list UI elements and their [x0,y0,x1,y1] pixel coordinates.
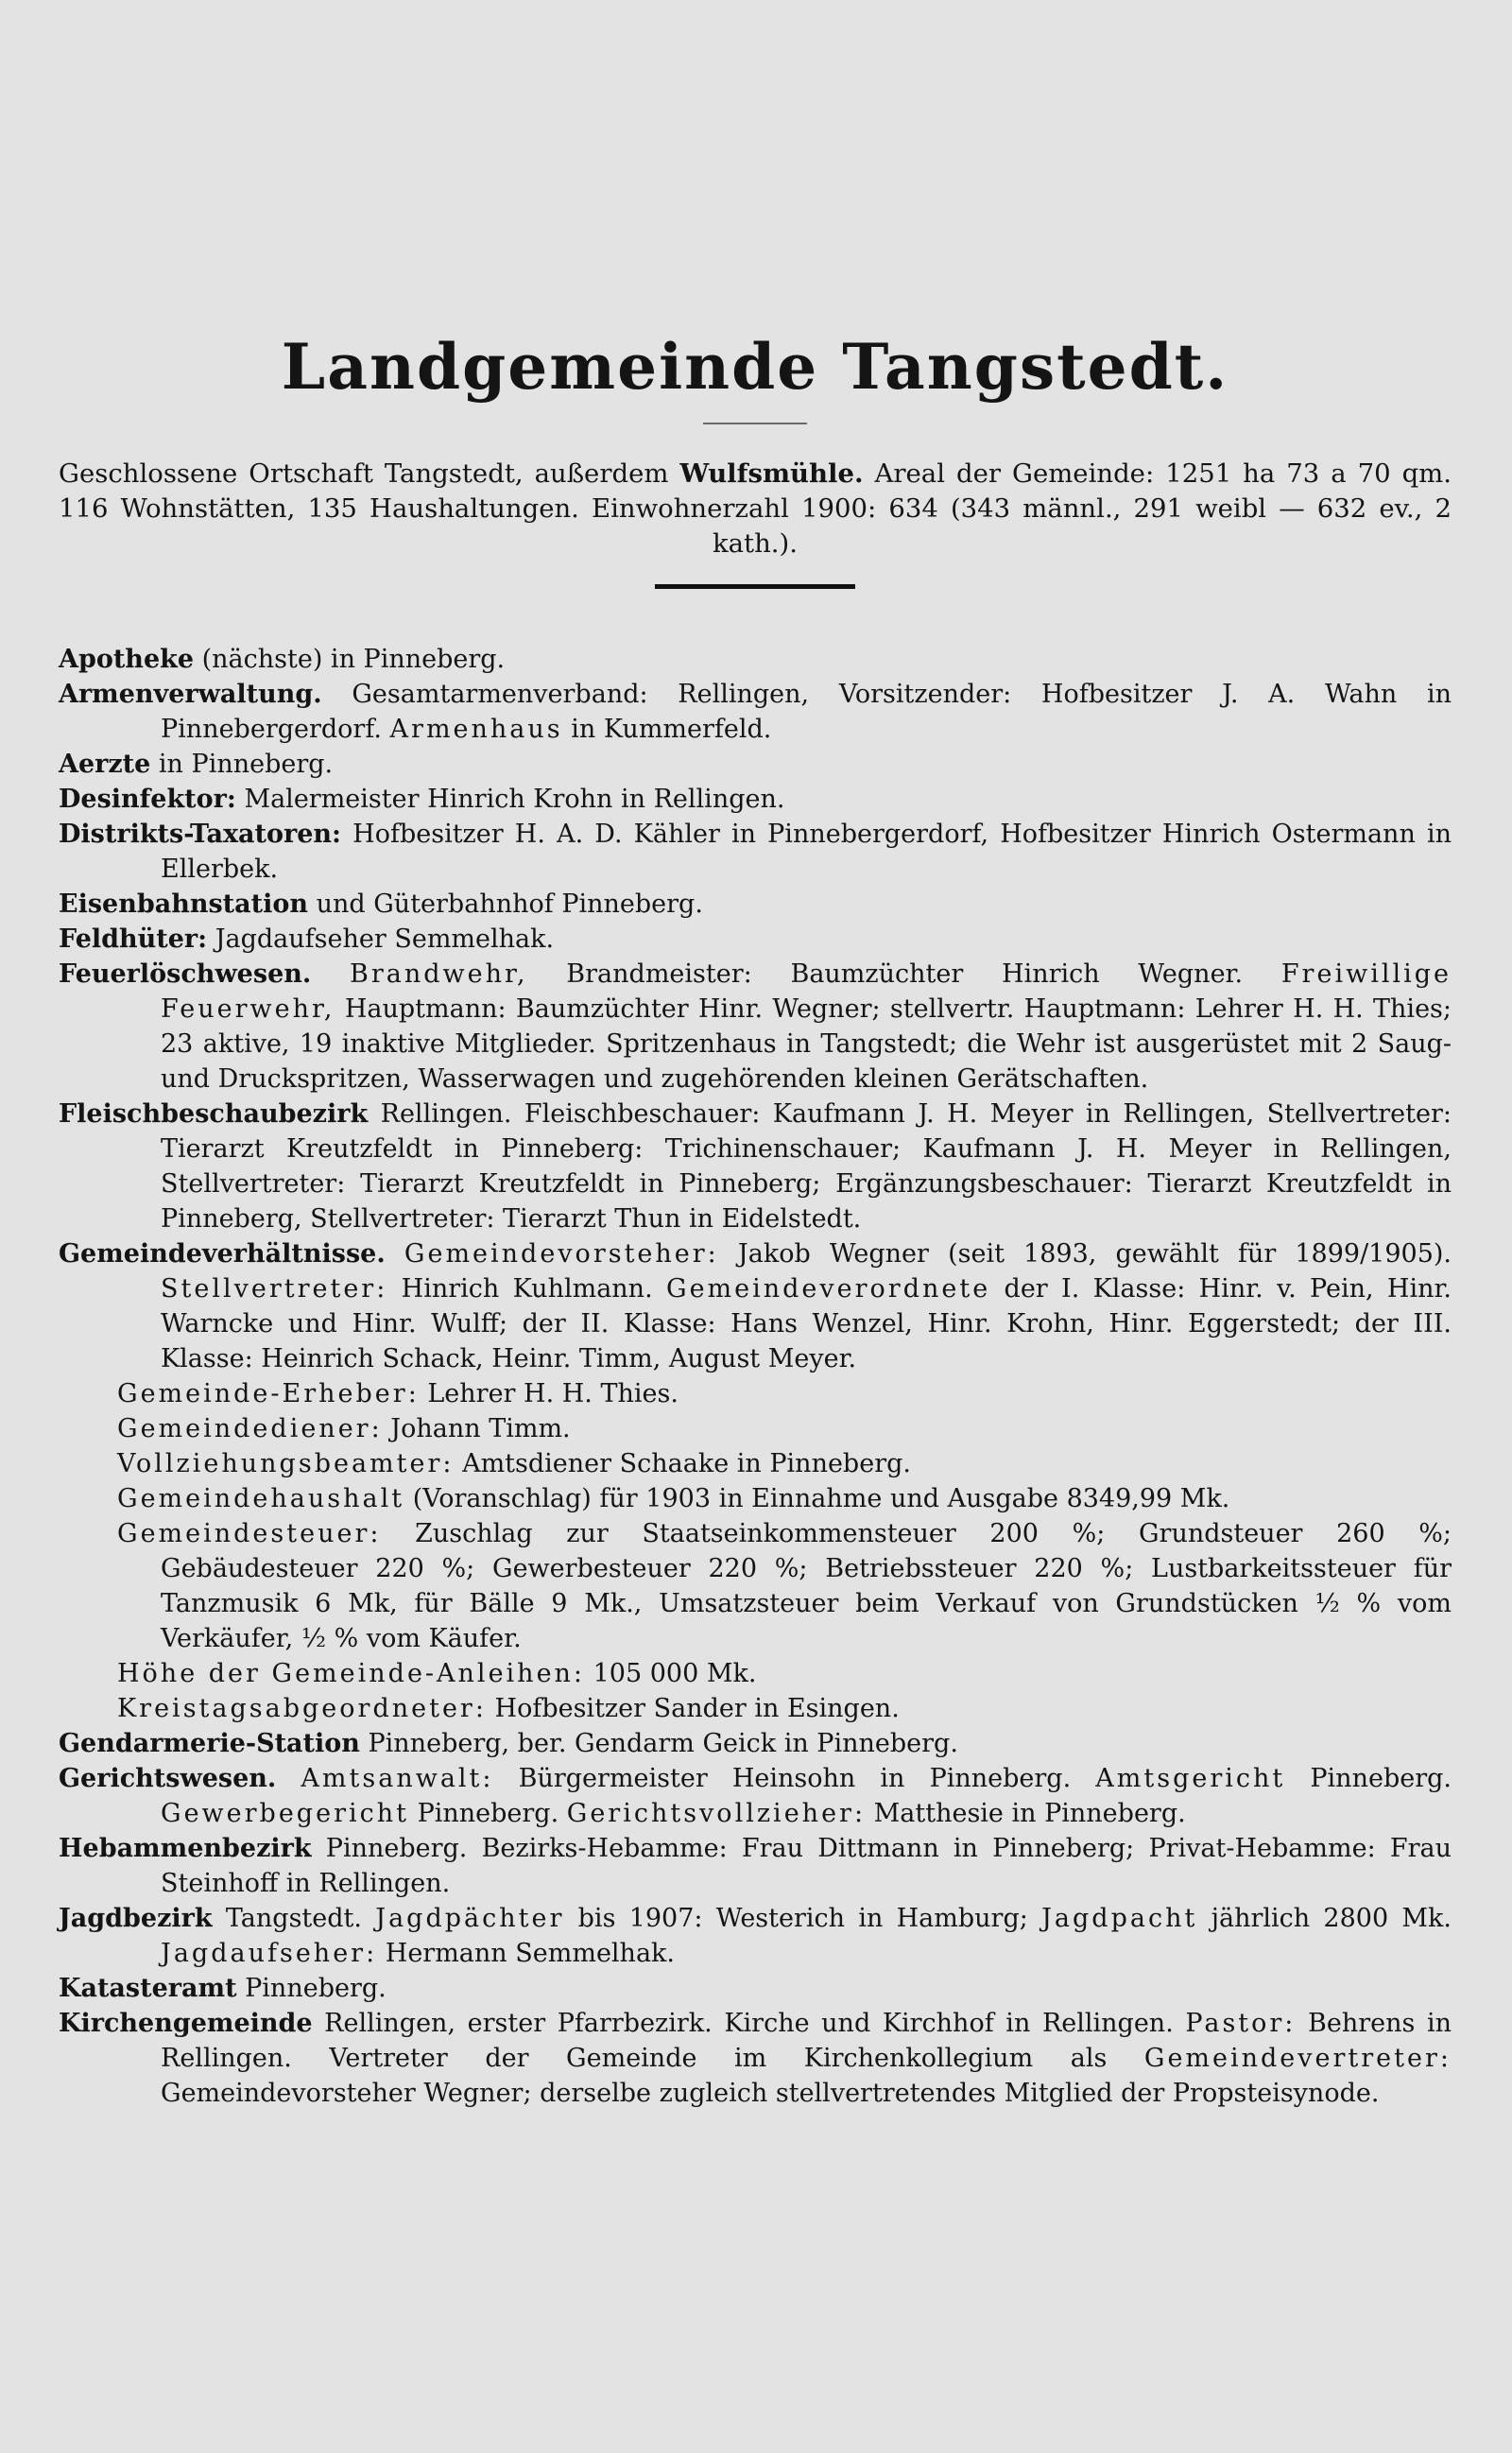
page-text [59,330,1452,2111]
entry-heading: Apotheke [59,644,195,674]
entry-text: Hermann Semmelhak. [377,1938,675,1968]
subentry-anleihen [59,1656,1452,1691]
entry-text: Hofbesitzer H. A. D. Kähler in Pinnebergerdorf, Hofbesitzer Hinrich Ostermann in Ellerbek. [161,819,1452,884]
entry-text: und Güterbahnhof Pinneberg. [308,889,703,919]
entry-text: jährlich 2800 Mk. [1197,1903,1452,1933]
entry-text: Johann Timm. [382,1413,571,1443]
entry-kirchengemeinde [59,2006,1452,2111]
entry-text: Tangstedt. [212,1903,376,1933]
entry-text: 105 000 Mk. [585,1658,757,1688]
entry-text: Jagdaufseher Semmelhak. [207,924,555,954]
entry-text: in Pinneberg. [150,749,334,779]
page-title: Landgemeinde Tangstedt. [281,330,1229,404]
entry-heading: Feuerlöschwesen. [59,959,312,989]
entry-heading: Fleischbeschaubezirk [59,1098,369,1129]
entry-gerichtswesen [59,1761,1452,1831]
entry-text: bis 1907: Westerich in Hamburg; [564,1903,1042,1933]
entry-text: der I. Klasse: Hinr. v. Pein, Hinr. Warncke und Hinr. Wulff; der II. Klasse: Hans Wenzel, Hinr. Krohn, Hinr. Eggerstedt; der III. Klasse: Heinrich Schack, Heinr. Timm, August Meyer. [161,1273,1452,1373]
entry-heading: Gendarmerie-Station [59,1728,360,1758]
entry-text: Zuschlag zur Staatseinkommensteuer 200 %; Grundsteuer 260 %; Gebäudesteuer 220 %; Gewerbesteuer 220 %; Betriebssteuer 220 %; Lustbarkeitssteuer für Tanzmusik 6 Mk, für Bälle 9 Mk., Umsatzsteuer beim Verkauf von Grundstücken ½ % vom Verkäufer, ½ % vom Käufer. [161,1518,1452,1653]
entry-aerzte [59,747,1452,782]
subentry-kreistag [59,1691,1452,1726]
entry-spaced-term: Pastor: [1185,2008,1297,2038]
entry-text: Pinneberg, ber. Gendarm Geick in Pinneberg. [359,1728,958,1758]
entry-heading: Katasteramt [59,1973,237,2003]
entry-spaced-term: Freiwillige Feuerwehr, [161,959,1452,1024]
entry-text: (Voranschlag) für 1903 in Einnahme und Ausgabe 8349,99 Mk. [404,1483,1230,1513]
entry-spaced-term: Gemeindesteuer: [117,1518,382,1548]
entry-apotheke [59,642,1452,677]
entry-spaced-term: Jagdpacht [1041,1903,1198,1933]
entry-text: Rellingen, erster Pfarrbezirk. Kirche und Kirchhof in Rellingen. [312,2008,1186,2038]
entry-spaced-term: Brandwehr, [350,959,528,989]
entry-text: Gemeindevorsteher Wegner; derselbe zugleich stellvertretendes Mitglied der Propsteisynode. [161,2078,1380,2108]
entry-spaced-term: Kreistagsabgeordneter: [117,1693,487,1723]
entry-text: in Kummerfeld. [562,714,772,744]
entry-heading: Desinfektor: [59,784,236,814]
entry-text: Hinrich Kuhlmann. [387,1273,666,1304]
entry-spaced-term: Gemeinde-Erheber: [117,1378,420,1408]
entry-spaced-term: Gemeindevertreter: [1143,2043,1452,2073]
entry-text: Jakob Wegner (seit 1893, gewählt für 1899/1905). [718,1238,1452,1269]
entry-katasteramt [59,1971,1452,2006]
entry-heading: Hebammenbezirk [59,1833,312,1863]
entry-jagdbezirk [59,1901,1452,1971]
entry-heading: Aerzte [59,749,151,779]
subentry-steuer [59,1516,1452,1656]
entry-feuerloeschwesen [59,957,1452,1097]
entry-heading: Eisenbahnstation [59,889,309,919]
entry-distrikts-taxatoren [59,817,1452,887]
entry-text: Pinneberg. [1285,1763,1452,1793]
entry-spaced-term: Gemeindehaushalt [117,1483,405,1513]
entry-spaced-term: Amtsanwalt: [301,1763,494,1793]
entry-text: Lehrer H. H. Thies. [419,1378,679,1408]
intro-paragraph [59,457,1452,561]
entry-heading: Feldhüter: [59,924,208,954]
entry-spaced-term: Stellvertreter: [161,1273,388,1304]
entry-heading: Jagdbezirk [59,1903,213,1933]
entry-spaced-term: Armenhaus [389,714,563,744]
entry-text: Matthesie in Pinneberg. [866,1798,1186,1828]
entry-gemeindeverhaeltnisse [59,1236,1452,1376]
entry-spaced-term: Amtsgericht [1095,1763,1286,1793]
entry-spaced-term: Gerichtsvollzieher: [566,1798,867,1828]
entry-armenverwaltung [59,677,1452,747]
entry-text: Hofbesitzer Sander in Esingen. [486,1693,900,1723]
entry-spaced-term: Jagdaufseher: [161,1938,378,1968]
intro-bold-place: Wulfsmühle. [679,458,864,489]
entry-text: Brandmeister: Baumzüchter Hinrich Wegner. [527,959,1281,989]
entry-text: Gesamtarmenverband: Rellingen, Vorsitzender: Hofbesitzer J. A. Wahn in Pinnebergerdorf. [161,679,1452,744]
entry-text: Amtsdiener Schaake in Pinneberg. [454,1448,911,1478]
entry-text: Hauptmann: Baumzüchter Hinr. Wegner; stellvertr. Hauptmann: Lehrer H. H. Thies; 23 aktive, 19 inaktive Mitglieder. Spritzenhaus in Tangstedt; die Wehr ist ausgerüstet mit 2 Saug- und Druckspritzen, Wasserwagen und zugehörenden kleinen Gerätschaften. [161,993,1452,1094]
entry-hebammenbezirk [59,1831,1452,1901]
entry-feldhueter [59,922,1452,957]
entry-spaced-term: Gemeindeverordnete [666,1273,991,1304]
intro-text: Geschlossene Ortschaft Tangstedt, außerdem [59,458,680,489]
entry-text: Bürgermeister Heinsohn in Pinneberg. [493,1763,1096,1793]
entry-text: (nächste) in Pinneberg. [194,644,506,674]
entry-spaced-term: Gemeindevorsteher: [404,1238,719,1269]
entry-list [59,642,1452,2111]
entry-text: Pinneberg. [236,1973,387,2003]
entry-spaced-term: Gemeindediener: [117,1413,383,1443]
entry-spaced-term: Gewerbegericht [161,1798,409,1828]
entry-text: Behrens in Rellingen. Vertreter der Gemeinde im Kirchenkollegium als [161,2008,1452,2073]
entry-spaced-term: Vollziehungsbeamter: [117,1448,455,1478]
entry-eisenbahnstation [59,887,1452,922]
entry-text: Pinneberg. Bezirks-Hebamme: Frau Dittmann in Pinneberg; Privat-Hebamme: Frau Steinhoff in Rellingen. [161,1833,1452,1898]
subentry-erheber [59,1376,1452,1411]
entry-spaced-term: Höhe der Gemeinde-Anleihen: [117,1658,586,1688]
section-divider [655,584,855,589]
entry-heading: Kirchengemeinde [59,2008,313,2038]
entry-gendarmerie [59,1726,1452,1761]
entry-heading: Distrikts-Taxatoren: [59,819,342,849]
entry-desinfektor [59,782,1452,817]
entry-heading: Gerichtswesen. [59,1763,277,1793]
subentry-diener [59,1411,1452,1446]
title-divider [703,423,807,424]
subentry-vollziehungsbeamter [59,1446,1452,1481]
entry-fleischbeschaubezirk [59,1097,1452,1236]
entry-heading: Armenverwaltung. [59,679,322,709]
entry-spaced-term: Jagdpächter [375,1903,565,1933]
intro-text: Areal der Gemeinde: 1251 ha 73 a 70 qm. 116 Wohnstätten, 135 Haushaltungen. Einwohnerzahl 1900: 634 (343 männl., 291 weibl — 632 ev., 2 kath.). [59,458,1452,559]
entry-heading: Gemeindeverhältnisse. [59,1238,386,1269]
entry-text: Malermeister Hinrich Krohn in Rellingen. [235,784,785,814]
subentry-haushalt [59,1481,1452,1516]
entry-text: Pinneberg. [408,1798,567,1828]
entry-text: Rellingen. Fleischbeschauer: Kaufmann J. H. Meyer in Rellingen, Stellvertreter: Tierarzt Kreutzfeldt in Pinneberg: Trichinenschauer; Kaufmann J. H. Meyer in Rellingen, Stellvertreter: Tierarzt Kreutzfeldt in Pinneberg; Ergänzungsbeschauer: Tierarzt Kreutzfeldt in Pinneberg, Stellvertreter: Tierarzt Thun in Eidelstedt. [161,1098,1452,1234]
